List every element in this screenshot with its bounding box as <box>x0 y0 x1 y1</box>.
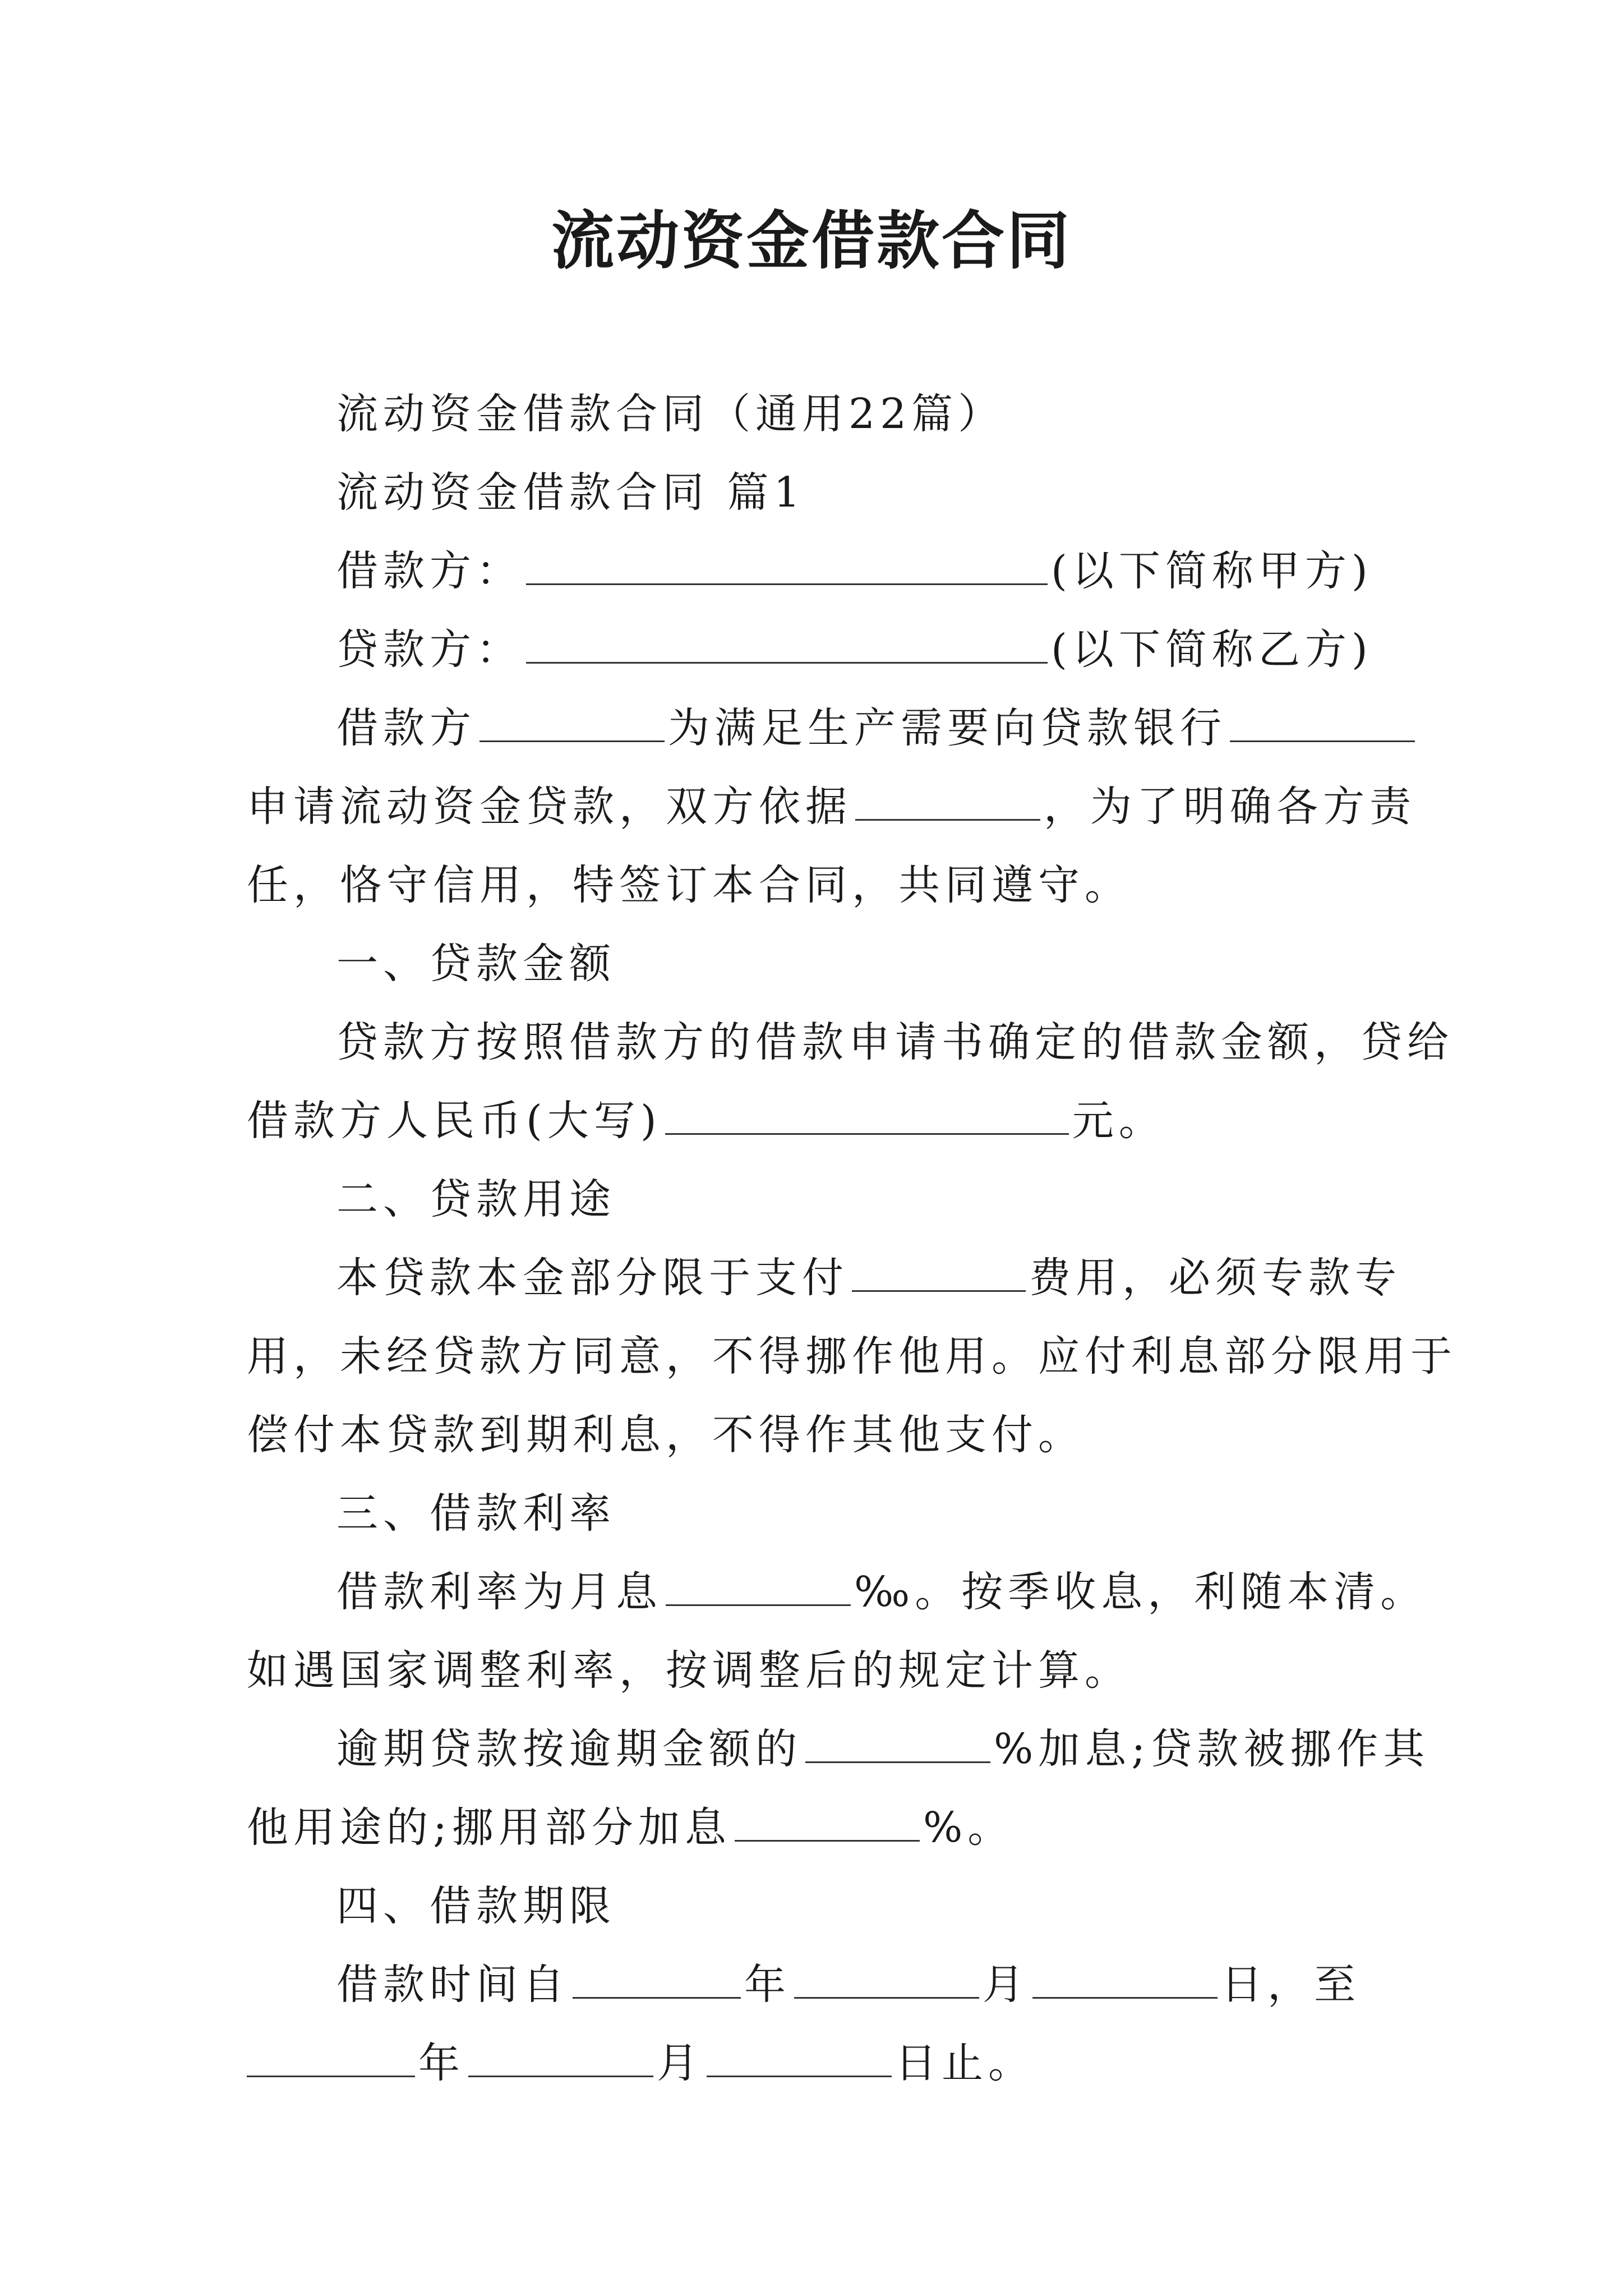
s4-text: 借款时间自 <box>336 1961 569 2009</box>
start-day-blank <box>1032 1961 1218 1999</box>
s2-line-2: 用，未经贷款方同意，不得挪作他用。应付利息部分限用于 <box>247 1332 1457 1381</box>
s3-line-2: 如遇国家调整利率，按调整后的规定计算。 <box>247 1646 1131 1695</box>
intro-line-1 <box>336 701 1391 755</box>
s3-text: ‰。按季收息，利随本清。 <box>854 1568 1427 1616</box>
overdue-rate-blank <box>805 1726 990 1763</box>
lender-suffix: (以下简称乙方) <box>1051 625 1373 674</box>
end-day-blank <box>707 2040 892 2077</box>
s1-text: 元。 <box>1072 1097 1165 1145</box>
borrower-blank <box>526 547 1048 585</box>
intro-text: 借款方 <box>336 704 476 752</box>
s3-text: 逾期贷款按逾期金额的 <box>336 1725 802 1773</box>
s1-line-1: 贷款方按照借款方的借款申请书确定的借款金额，贷给 <box>336 1018 1454 1066</box>
document-title: 流动资金借款合同 <box>551 204 1072 278</box>
intro-blank <box>855 783 1040 821</box>
intro-blank <box>1230 705 1415 742</box>
borrower-suffix: (以下简称甲方) <box>1051 547 1373 595</box>
lender-label: 贷款方： <box>336 625 523 674</box>
start-year-blank <box>573 1961 741 1999</box>
borrower-line <box>336 544 1391 598</box>
intro-line-3: 任，恪守信用，特签订本合同，共同遵守。 <box>247 861 1131 909</box>
s4-text: 月 <box>983 1961 1029 2009</box>
s4-line-1 <box>336 1958 1391 2012</box>
lender-line <box>336 623 1391 677</box>
section-4-heading: 四、借款期限 <box>336 1882 616 1930</box>
section-2-heading: 二、贷款用途 <box>336 1175 616 1223</box>
section-heading: 流动资金借款合同 篇1 <box>336 468 805 517</box>
amount-blank <box>665 1097 1069 1135</box>
s4-text: 月 <box>657 2039 703 2087</box>
s3-line-4 <box>247 1801 1391 1855</box>
end-year-blank <box>247 2040 415 2077</box>
document-subtitle: 流动资金借款合同（通用22篇） <box>336 390 1005 438</box>
end-month-blank <box>468 2040 653 2077</box>
intro-blank <box>479 705 665 742</box>
s4-text: 年 <box>744 1961 791 2009</box>
s4-line-2 <box>247 2036 1391 2090</box>
purpose-blank <box>852 1254 1026 1292</box>
s3-line-1 <box>336 1565 1427 1619</box>
misuse-rate-blank <box>735 1804 920 1842</box>
s3-text: %。 <box>923 1803 1015 1852</box>
borrower-label: 借款方： <box>336 547 523 595</box>
lender-blank <box>526 626 1048 664</box>
intro-text: 申请流动资金贷款，双方依据 <box>247 783 852 831</box>
s3-line-3 <box>336 1722 1430 1776</box>
s3-text: 借款利率为月息 <box>336 1568 662 1616</box>
s3-text: %加息;贷款被挪作其 <box>994 1725 1430 1773</box>
intro-line-2 <box>247 780 1416 834</box>
s2-line-3: 偿付本贷款到期利息，不得作其他支付。 <box>247 1411 1085 1459</box>
start-month-blank <box>794 1961 979 1999</box>
s2-line-1 <box>336 1251 1401 1305</box>
section-3-heading: 三、借款利率 <box>336 1489 616 1538</box>
intro-text: 为满足生产需要向贷款银行 <box>668 704 1227 752</box>
s3-text: 他用途的;挪用部分加息 <box>247 1803 731 1852</box>
section-1-heading: 一、贷款金额 <box>336 940 616 988</box>
s2-text: 本贷款本金部分限于支付 <box>336 1254 849 1302</box>
intro-text: ，为了明确各方责 <box>1044 783 1416 831</box>
s4-text: 年 <box>418 2039 465 2087</box>
s1-line-2 <box>247 1094 1391 1148</box>
s4-text: 日，至 <box>1221 1961 1361 2009</box>
s4-text: 日止。 <box>895 2039 1035 2087</box>
s2-text: 费用，必须专款专 <box>1029 1254 1401 1302</box>
rate-blank <box>666 1568 851 1606</box>
s1-text: 借款方人民币(大写) <box>247 1097 662 1145</box>
